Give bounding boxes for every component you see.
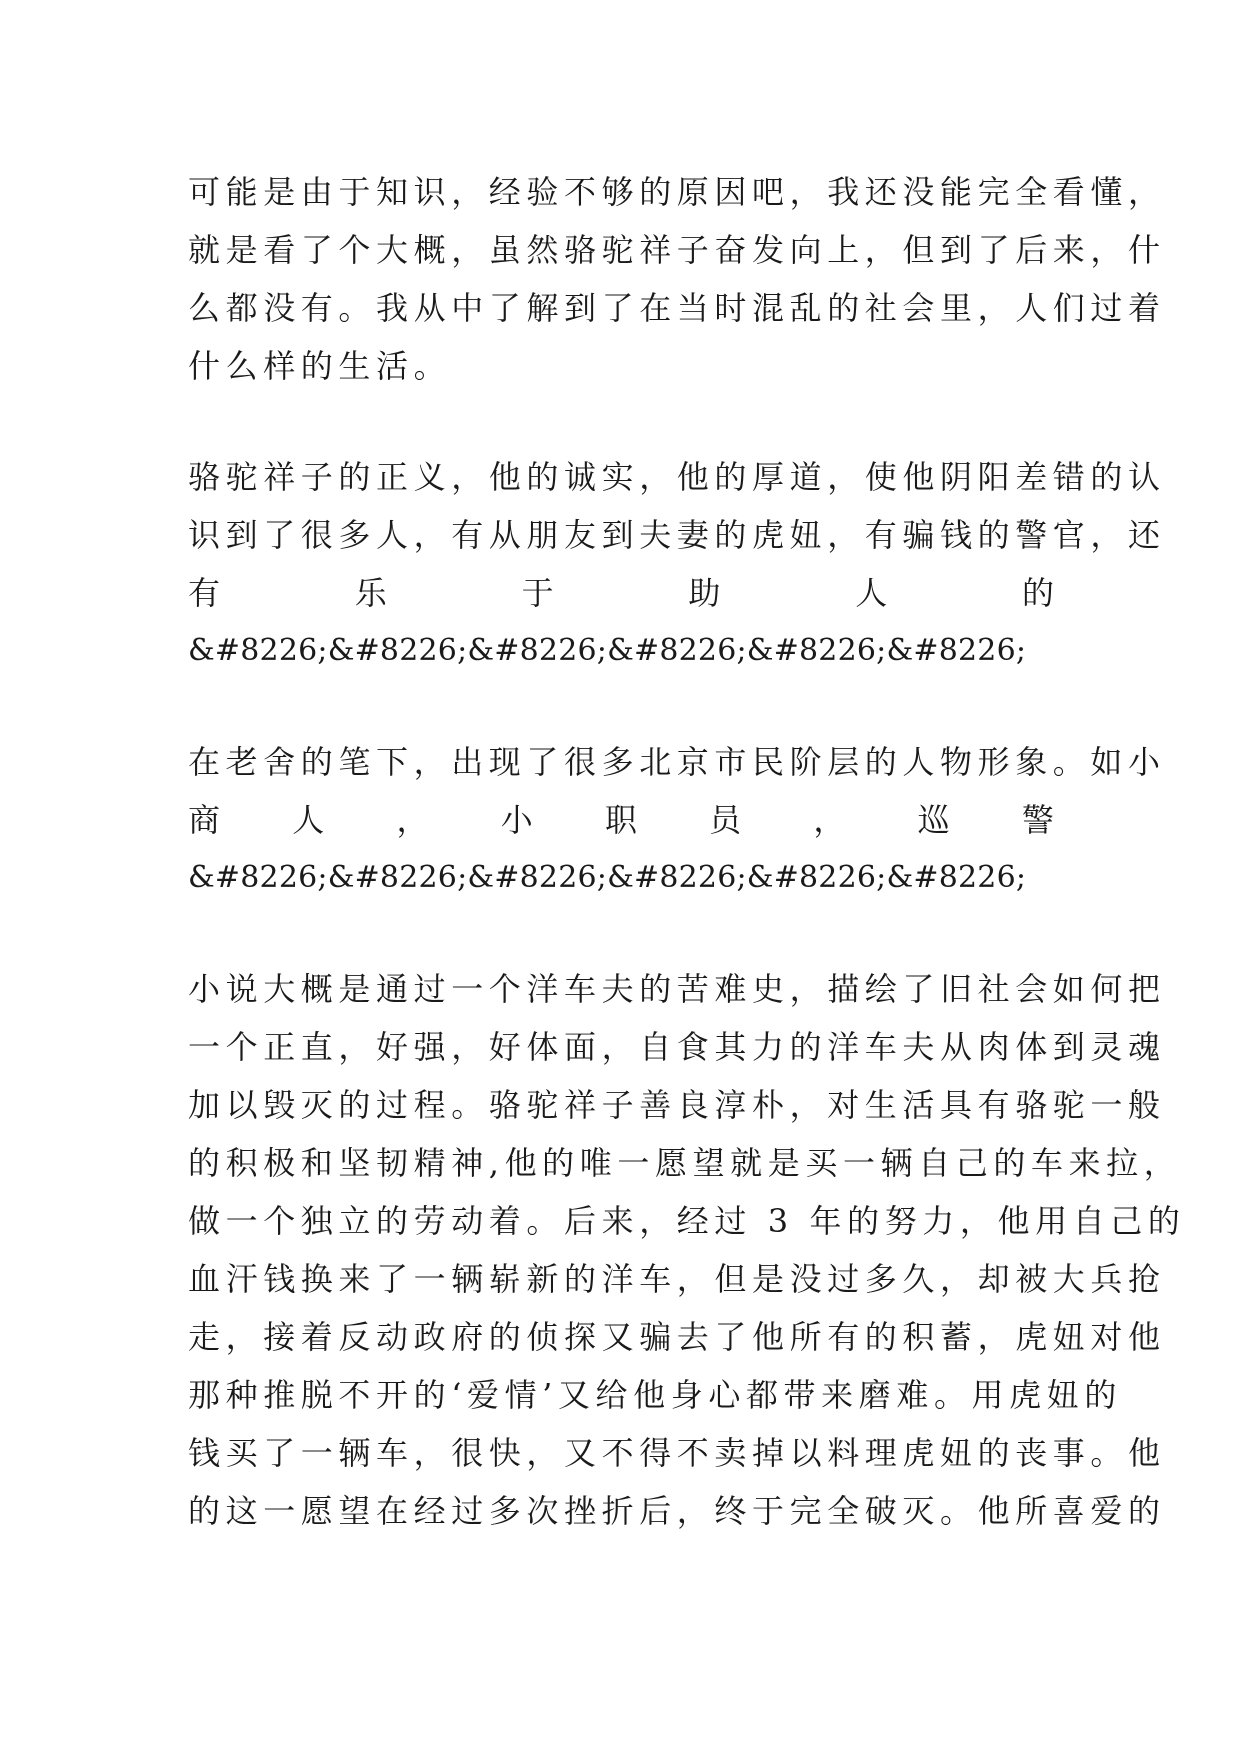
justified-text-line [188, 564, 1054, 622]
justified-char: ， [396, 801, 429, 839]
text-line: 什么样的生活。 [188, 347, 452, 385]
entity-text-line: &#8226;&#8226;&#8226;&#8226;&#8226;&#8226; [188, 860, 1027, 895]
text-line: 骆驼祥子的正义，他的诚实，他的厚道，使他阴阳差错的认 [188, 458, 1166, 496]
paragraph-1 [188, 163, 1166, 395]
text-line: 做一个独立的劳动着。后来，经过 3 年的努力，他用自己的 [188, 1202, 1186, 1240]
justified-char: 人 [292, 801, 325, 839]
paragraph-4 [188, 960, 1186, 1540]
justified-text-line [188, 791, 1054, 849]
entity-text-line: &#8226;&#8226;&#8226;&#8226;&#8226;&#8226; [188, 633, 1027, 668]
justified-char: 助 [688, 574, 721, 612]
text-line: 钱买了一辆车，很快，又不得不卖掉以料理虎妞的丧事。他 [188, 1434, 1166, 1472]
text-line: 么都没有。我从中了解到了在当时混乱的社会里，人们过着 [188, 289, 1166, 327]
justified-char: 员 [709, 801, 742, 839]
justified-char: 于 [521, 574, 554, 612]
justified-char: ， [813, 801, 846, 839]
justified-char: 的 [1021, 574, 1054, 612]
text-line: 的积极和坚韧精神,他的唯一愿望就是买一辆自己的车来拉， [188, 1144, 1182, 1182]
paragraph-3 [188, 733, 1166, 907]
justified-char: 有 [188, 574, 221, 612]
text-line: 可能是由于知识，经验不够的原因吧，我还没能完全看懂， [188, 173, 1166, 211]
justified-char: 乐 [354, 574, 387, 612]
text-line: 在老舍的笔下，出现了很多北京市民阶层的人物形象。如小 [188, 743, 1166, 781]
text-line: 血汗钱换来了一辆崭新的洋车，但是没过多久，却被大兵抢 [188, 1260, 1166, 1298]
text-line: 那种推脱不开的‘爱情’又给他身心都带来磨难。用虎妞的 [188, 1376, 1122, 1414]
text-line: 识到了很多人，有从朋友到夫妻的虎妞，有骗钱的警官，还 [188, 516, 1166, 554]
text-line: 走，接着反动政府的侦探又骗去了他所有的积蓄，虎妞对他 [188, 1318, 1166, 1356]
justified-char: 人 [855, 574, 888, 612]
text-line: 小说大概是通过一个洋车夫的苦难史，描绘了旧社会如何把 [188, 970, 1166, 1008]
text-line: 一个正直，好强，好体面，自食其力的洋车夫从肉体到灵魂 [188, 1028, 1166, 1066]
text-line: 就是看了个大概，虽然骆驼祥子奋发向上，但到了后来，什 [188, 231, 1166, 269]
paragraph-2 [188, 448, 1166, 680]
text-line: 的这一愿望在经过多次挫折后，终于完全破灭。他所喜爱的 [188, 1492, 1166, 1530]
justified-char: 小 [500, 801, 533, 839]
justified-char: 警 [1021, 801, 1054, 839]
text-line: 加以毁灭的过程。骆驼祥子善良淳朴，对生活具有骆驼一般 [188, 1086, 1166, 1124]
justified-char: 巡 [917, 801, 950, 839]
justified-char: 商 [188, 801, 221, 839]
document-body [188, 163, 1186, 1593]
justified-char: 职 [604, 801, 637, 839]
